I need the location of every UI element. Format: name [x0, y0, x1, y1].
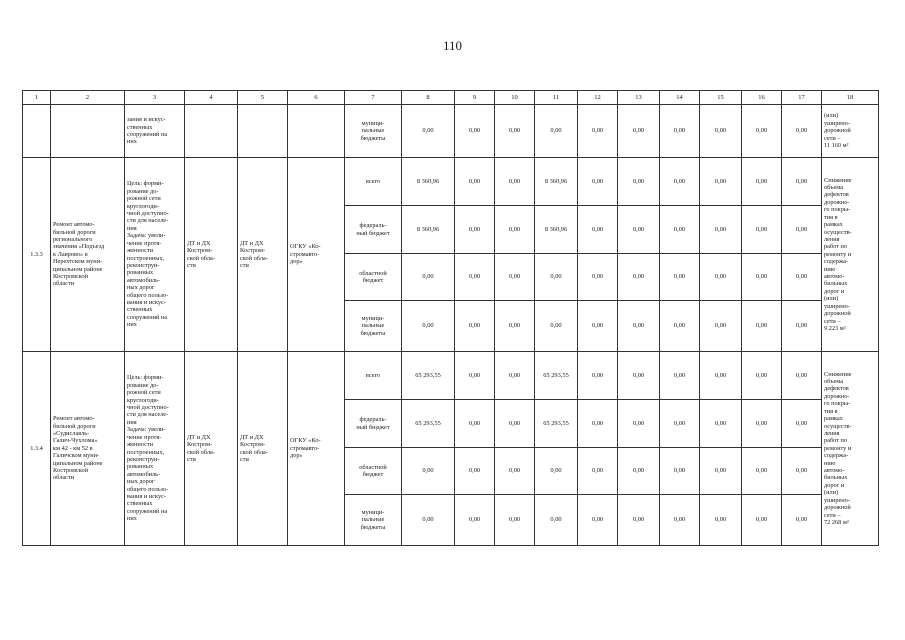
- value-cell: 0,00: [455, 206, 495, 254]
- column-header-7: 7: [345, 91, 402, 105]
- column-header-9: 9: [455, 91, 495, 105]
- column-header-1: 1: [23, 91, 51, 105]
- value-cell: 0,00: [495, 400, 535, 448]
- header-row: [23, 91, 879, 105]
- value-cell: 0,00: [618, 254, 660, 301]
- column-header-12: 12: [578, 91, 618, 105]
- value-cell: 0,00: [495, 105, 535, 158]
- coexecutor-cell: [238, 105, 288, 158]
- value-cell: 0,00: [660, 158, 700, 206]
- value-cell: 0,00: [700, 105, 742, 158]
- value-cell: 8 360,96: [535, 206, 578, 254]
- value-cell: 0,00: [578, 254, 618, 301]
- value-cell: 0,00: [618, 105, 660, 158]
- value-cell: 0,00: [495, 495, 535, 546]
- column-header-8: 8: [402, 91, 455, 105]
- code-cell: [23, 105, 51, 158]
- table-row: [23, 158, 879, 206]
- value-cell: 0,00: [455, 448, 495, 495]
- result-cell: Снижение объема дефектов дорожно- го покры- тия в рамках осуществ- ления работ по ремонту и содержа- нию автомо- бильных дорог и (или) уширено- дорожной сети – 72 268 м²: [822, 352, 879, 546]
- value-cell: 0,00: [700, 206, 742, 254]
- value-cell: 0,00: [578, 105, 618, 158]
- value-cell: 0,00: [660, 206, 700, 254]
- value-cell: 0,00: [495, 301, 535, 352]
- value-cell: 0,00: [618, 301, 660, 352]
- column-header-15: 15: [700, 91, 742, 105]
- value-cell: 0,00: [495, 206, 535, 254]
- value-cell: 65 293,55: [535, 400, 578, 448]
- value-cell: 0,00: [782, 105, 822, 158]
- funding-source-cell: муници- пальные бюджеты: [345, 105, 402, 158]
- value-cell: 0,00: [782, 206, 822, 254]
- value-cell: 0,00: [742, 105, 782, 158]
- value-cell: 0,00: [618, 206, 660, 254]
- coexecutor-cell: ДТ и ДХ Костром- ской обла- сти: [238, 352, 288, 546]
- funding-source-cell: муници- пальные бюджеты: [345, 495, 402, 546]
- result-cell: Снижение объема дефектов дорожно- го покры- тия в рамках осуществ- ления работ по ремонту и содержа- нию автомо- бильных дорог и (или) уширено- дорожной сети – 9 223 м²: [822, 158, 879, 352]
- result-cell: (или) уширено- дорожной сети – 11 160 м²: [822, 105, 879, 158]
- value-cell: 8 360,96: [402, 206, 455, 254]
- continued-row: [23, 105, 879, 158]
- goal-cell: Цель: форми- рование до- рожной сети круглогоди- чной доступно- сти для населе- ния Задача: увели- чение протя- женности построенных, реконструи- рованных автомобиль- ных дорог общего пользо- вания и искус- ственных сооружений на них: [125, 158, 185, 352]
- value-cell: 0,00: [660, 254, 700, 301]
- value-cell: 0,00: [455, 352, 495, 400]
- value-cell: 0,00: [700, 400, 742, 448]
- column-header-3: 3: [125, 91, 185, 105]
- value-cell: 0,00: [455, 495, 495, 546]
- value-cell: 0,00: [402, 301, 455, 352]
- program-table: [22, 90, 879, 546]
- value-cell: 0,00: [535, 495, 578, 546]
- value-cell: 0,00: [700, 352, 742, 400]
- goal-cell: Цель: форми- рование до- рожной сети круглогоди- чной доступно- сти для населе- ния Задача: увели- чение протя- женности построенных, реконструи- рованных автомобиль- ных дорог общего пользо- вания и искус- ственных сооружений на них: [125, 352, 185, 546]
- customer-cell: ОГКУ «Ко- стромавто- дор»: [288, 158, 345, 352]
- value-cell: 0,00: [660, 352, 700, 400]
- column-header-13: 13: [618, 91, 660, 105]
- name-cell: Ремонт автомо- бильной дороги «Судиславль- Галич-Чухлома» км 42 - км 52 в Галичском муни- ципальном районе Костромской области: [51, 352, 125, 546]
- funding-source-cell: федераль- ный бюджет: [345, 206, 402, 254]
- value-cell: 0,00: [742, 158, 782, 206]
- value-cell: 0,00: [742, 301, 782, 352]
- value-cell: 0,00: [742, 254, 782, 301]
- value-cell: 0,00: [700, 254, 742, 301]
- value-cell: 0,00: [618, 352, 660, 400]
- funding-source-cell: федераль- ный бюджет: [345, 400, 402, 448]
- customer-cell: [288, 105, 345, 158]
- name-cell: Ремонт автомо- бильной дороги регионального значения «Подъезд к Лаврово» в Нерехтском муни- ципальном районе Костромской области: [51, 158, 125, 352]
- value-cell: 0,00: [700, 158, 742, 206]
- value-cell: 0,00: [495, 448, 535, 495]
- value-cell: 0,00: [535, 448, 578, 495]
- value-cell: 0,00: [618, 448, 660, 495]
- value-cell: 0,00: [782, 400, 822, 448]
- value-cell: 0,00: [578, 495, 618, 546]
- value-cell: 0,00: [535, 301, 578, 352]
- name-cell: [51, 105, 125, 158]
- value-cell: 0,00: [782, 301, 822, 352]
- funding-source-cell: областной бюджет: [345, 254, 402, 301]
- value-cell: 0,00: [402, 495, 455, 546]
- value-cell: 0,00: [495, 352, 535, 400]
- value-cell: 0,00: [782, 495, 822, 546]
- value-cell: 0,00: [742, 206, 782, 254]
- goal-cell: зания и искус- ственных сооружений на них: [125, 105, 185, 158]
- coexecutor-cell: ДТ и ДХ Костром- ской обла- сти: [238, 158, 288, 352]
- value-cell: 0,00: [660, 400, 700, 448]
- value-cell: 0,00: [782, 352, 822, 400]
- table-row: [23, 352, 879, 400]
- column-header-18: 18: [822, 91, 879, 105]
- value-cell: 0,00: [578, 448, 618, 495]
- value-cell: 0,00: [700, 448, 742, 495]
- funding-source-cell: муници- пальные бюджеты: [345, 301, 402, 352]
- value-cell: 0,00: [660, 448, 700, 495]
- column-header-6: 6: [288, 91, 345, 105]
- value-cell: 0,00: [782, 254, 822, 301]
- value-cell: 0,00: [455, 301, 495, 352]
- value-cell: 0,00: [742, 495, 782, 546]
- value-cell: 0,00: [700, 301, 742, 352]
- value-cell: 0,00: [618, 158, 660, 206]
- column-header-11: 11: [535, 91, 578, 105]
- value-cell: 0,00: [782, 158, 822, 206]
- value-cell: 0,00: [578, 158, 618, 206]
- value-cell: 0,00: [742, 352, 782, 400]
- value-cell: 0,00: [660, 495, 700, 546]
- funding-source-cell: областной бюджет: [345, 448, 402, 495]
- value-cell: 0,00: [535, 105, 578, 158]
- responsible-cell: ДТ и ДХ Костром- ской обла- сти: [185, 352, 238, 546]
- responsible-cell: ДТ и ДХ Костром- ской обла- сти: [185, 158, 238, 352]
- value-cell: 0,00: [742, 400, 782, 448]
- value-cell: 0,00: [700, 495, 742, 546]
- value-cell: 0,00: [578, 400, 618, 448]
- value-cell: 0,00: [455, 254, 495, 301]
- value-cell: 0,00: [618, 495, 660, 546]
- column-header-17: 17: [782, 91, 822, 105]
- funding-source-cell: всего: [345, 352, 402, 400]
- value-cell: 65 293,55: [402, 400, 455, 448]
- value-cell: 0,00: [495, 254, 535, 301]
- column-header-10: 10: [495, 91, 535, 105]
- value-cell: 0,00: [455, 400, 495, 448]
- value-cell: 0,00: [578, 301, 618, 352]
- value-cell: 0,00: [578, 352, 618, 400]
- value-cell: 0,00: [402, 105, 455, 158]
- column-header-2: 2: [51, 91, 125, 105]
- column-header-14: 14: [660, 91, 700, 105]
- funding-source-cell: всего: [345, 158, 402, 206]
- column-header-16: 16: [742, 91, 782, 105]
- value-cell: 0,00: [455, 105, 495, 158]
- value-cell: 8 360,96: [535, 158, 578, 206]
- value-cell: 65 293,55: [402, 352, 455, 400]
- page-number: 110: [442, 38, 463, 53]
- value-cell: 0,00: [782, 448, 822, 495]
- value-cell: 0,00: [578, 206, 618, 254]
- value-cell: 0,00: [660, 105, 700, 158]
- code-cell: 1.3.3: [23, 158, 51, 352]
- value-cell: 0,00: [535, 254, 578, 301]
- value-cell: 0,00: [742, 448, 782, 495]
- value-cell: 0,00: [402, 254, 455, 301]
- value-cell: 0,00: [455, 158, 495, 206]
- code-cell: 1.3.4: [23, 352, 51, 546]
- responsible-cell: [185, 105, 238, 158]
- value-cell: 65 293,55: [535, 352, 578, 400]
- value-cell: 0,00: [495, 158, 535, 206]
- value-cell: 0,00: [618, 400, 660, 448]
- value-cell: 0,00: [402, 448, 455, 495]
- value-cell: 8 360,96: [402, 158, 455, 206]
- column-header-5: 5: [238, 91, 288, 105]
- value-cell: 0,00: [660, 301, 700, 352]
- column-header-4: 4: [185, 91, 238, 105]
- customer-cell: ОГКУ «Ко- стромавто- дор»: [288, 352, 345, 546]
